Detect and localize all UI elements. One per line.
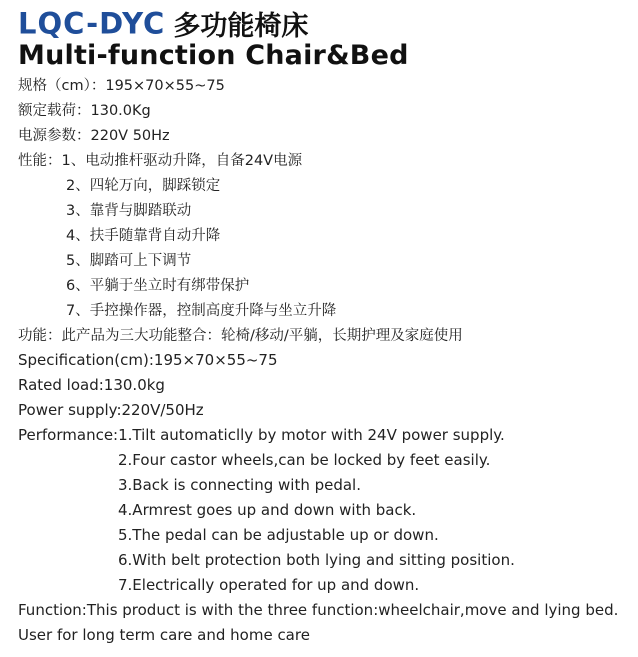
cn-performance-lead: 性能：1、电动推杆驱动升降，自备24V电源 xyxy=(18,153,303,169)
cn-function: 功能：此产品为三大功能整合：轮椅/移动/平躺，长期护理及家庭使用 xyxy=(18,328,463,344)
en-size: Specification(cm):195×70×55~75 xyxy=(18,351,278,369)
en-power: Power supply:220V/50Hz xyxy=(18,401,204,419)
model-code: LQC-DYC xyxy=(18,6,166,41)
cn-size: 规格（cm）：195×70×55~75 xyxy=(18,78,225,94)
en-usage: User for long term care and home care xyxy=(18,626,310,644)
cn-performance-item: 7、手控操作器，控制高度升降与坐立升降 xyxy=(66,303,337,319)
en-performance-item: 3.Back is connecting with pedal. xyxy=(118,476,361,494)
en-performance-lead: Performance:1.Tilt automaticlly by motor with 24V power supply. xyxy=(18,426,505,444)
cn-performance-item: 5、脚踏可上下调节 xyxy=(66,253,192,269)
en-performance-item: 5.The pedal can be adjustable up or down. xyxy=(118,526,439,544)
cn-load: 额定载荷：130.0Kg xyxy=(18,103,151,119)
en-performance-item: 2.Four castor wheels,can be locked by feet easily. xyxy=(118,451,491,469)
title-english: Multi-function Chair&Bed xyxy=(18,40,409,71)
cn-performance-item: 6、平躺于坐立时有绑带保护 xyxy=(66,278,250,294)
cn-power: 电源参数：220V 50Hz xyxy=(18,128,170,144)
en-performance-item: 6.With belt protection both lying and sitting position. xyxy=(118,551,515,569)
cn-performance-item: 4、扶手随靠背自动升降 xyxy=(66,228,221,244)
title-row xyxy=(18,4,308,40)
en-performance-item: 4.Armrest goes up and down with back. xyxy=(118,501,417,519)
en-load: Rated load:130.0kg xyxy=(18,376,165,394)
cn-performance-item: 2、四轮万向，脚踩锁定 xyxy=(66,178,221,194)
cn-performance-item: 3、靠背与脚踏联动 xyxy=(66,203,192,219)
title-chinese: 多功能椅床 xyxy=(173,11,309,42)
en-performance-item: 7.Electrically operated for up and down. xyxy=(118,576,420,594)
en-function: Function:This product is with the three function:wheelchair,move and lying bed. xyxy=(18,601,619,619)
